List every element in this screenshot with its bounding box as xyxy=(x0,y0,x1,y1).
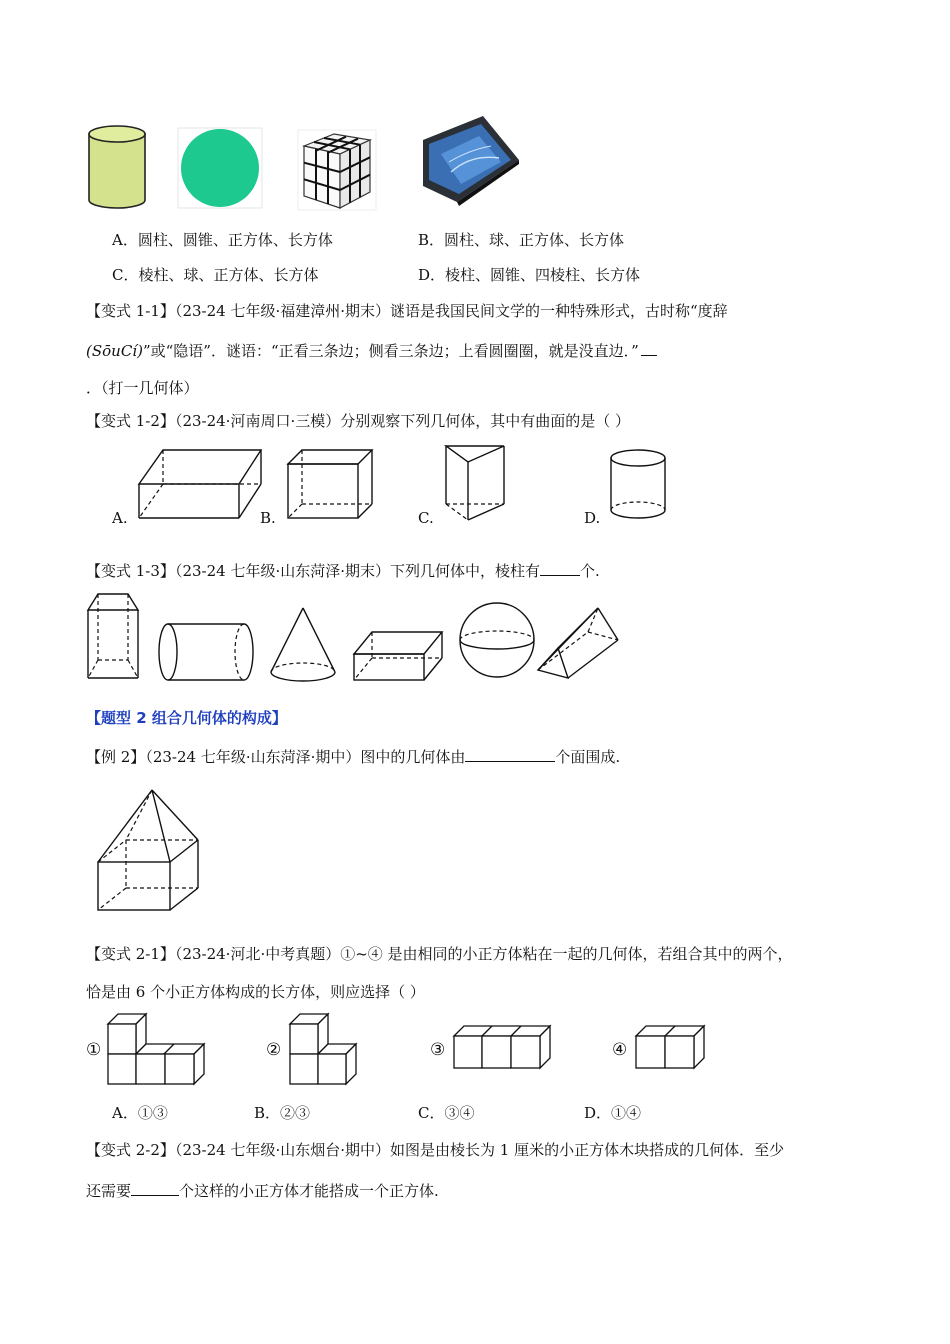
v11-line1 xyxy=(86,301,728,321)
v22-source: （23-24 七年级·山东烟台·期中） xyxy=(174,1141,390,1159)
cylinder-body xyxy=(89,134,145,208)
v21-option-b: B．②③ xyxy=(254,1104,311,1122)
ex2-answer-blank[interactable] xyxy=(465,746,555,762)
ex2-pyramid-cube-figure xyxy=(94,786,206,914)
ex2-line xyxy=(86,746,620,767)
q1-option-b: B．圆柱、球、正方体、长方体 xyxy=(418,231,625,249)
v12-cylinder-figure xyxy=(608,448,668,524)
v13-answer-blank[interactable] xyxy=(540,560,580,576)
rubik-cube-figure xyxy=(298,130,376,210)
sphere-circle-figure xyxy=(178,128,262,208)
tablet-figure xyxy=(421,114,521,206)
v22-answer-blank[interactable] xyxy=(131,1180,179,1196)
v12-tag: 【变式 1-2】 xyxy=(86,412,175,430)
v12-cube-figure xyxy=(284,448,376,522)
v12-line xyxy=(86,411,630,431)
v12-label-d: D. xyxy=(584,509,601,527)
v13-lying-cylinder-figure xyxy=(156,620,258,684)
v22-line2 xyxy=(86,1180,439,1201)
ex2-text-after: 个面围成. xyxy=(555,748,621,766)
v13-text-before: 下列几何体中，棱柱有 xyxy=(390,562,541,580)
section2-heading: 【题型 2 组合几何体的构成】 xyxy=(86,709,287,727)
v11-line2 xyxy=(86,340,657,361)
v13-triangular-prism-figure xyxy=(534,604,622,684)
q1-option-d: D．棱柱、圆锥、四棱柱、长方体 xyxy=(418,266,641,284)
v21-figure-4 xyxy=(634,1024,710,1072)
v22-tag: 【变式 2-2】 xyxy=(86,1141,175,1159)
v21-figure-label-4: ④ xyxy=(612,1040,628,1060)
v21-option-d: D．①④ xyxy=(584,1104,642,1122)
v21-line2: 恰是由 6 个小正方体构成的长方体，则应选择（ ） xyxy=(86,983,425,1001)
v21-figure-1 xyxy=(106,1012,208,1086)
v12-text: 分别观察下列几何体，其中有曲面的是（ ） xyxy=(340,412,630,430)
v12-source: （23-24·河南周口·三模） xyxy=(174,412,341,430)
v21-figure-label-3: ③ xyxy=(430,1040,446,1060)
v11-source: （23-24 七年级·福建漳州·期末） xyxy=(174,302,390,320)
v22-text1: 如图是由棱长为 1 厘米的小正方体木块搭成的几何体．至少 xyxy=(390,1141,785,1159)
v22-line1 xyxy=(86,1140,784,1160)
v21-tag: 【变式 2-1】 xyxy=(86,945,175,963)
v13-source: （23-24 七年级·山东菏泽·期末） xyxy=(174,562,390,580)
v21-figure-label-1: ① xyxy=(86,1040,102,1060)
v13-cone-figure xyxy=(266,604,340,686)
ex2-text-before: 图中的几何体由 xyxy=(360,748,466,766)
v13-line xyxy=(86,560,600,581)
q1-option-c: C．棱柱、球、正方体、长方体 xyxy=(112,266,319,284)
v13-frustum-prism-figure xyxy=(84,590,144,684)
v11-text1: 谜语是我国民间文学的一种特殊形式，古时称“度辞 xyxy=(390,302,728,320)
v12-cuboid-figure xyxy=(135,448,265,522)
v21-option-a: A．①③ xyxy=(112,1104,168,1122)
v12-label-a: A. xyxy=(112,509,128,527)
v12-prism-figure xyxy=(442,442,508,524)
v11-line3: ．（打一几何体） xyxy=(86,379,199,397)
ex2-source: （23-24 七年级·山东菏泽·期中） xyxy=(145,748,361,766)
v21-figure-3 xyxy=(452,1024,556,1072)
green-circle xyxy=(181,129,259,207)
v22-text-before: 还需要 xyxy=(86,1182,132,1200)
v22-text-after: 个这样的小正方体才能搭成一个正方体. xyxy=(179,1182,439,1200)
v12-label-b: B. xyxy=(260,509,276,527)
cylinder-top xyxy=(89,126,145,142)
v21-source: （23-24·河北·中考真题） xyxy=(174,945,341,963)
v21-line1 xyxy=(86,944,793,964)
v13-text-after: 个. xyxy=(580,562,600,580)
v11-answer-blank[interactable] xyxy=(641,340,657,356)
v11-math-term: (SōuCí) xyxy=(86,342,143,360)
v11-tag: 【变式 1-1】 xyxy=(86,302,175,320)
v13-flat-cuboid-figure xyxy=(350,628,446,684)
v21-text1: ①~④ 是由相同的小正方体粘在一起的几何体，若组合其中的两个， xyxy=(340,945,793,963)
v21-option-c: C．③④ xyxy=(418,1104,475,1122)
v21-figure-2 xyxy=(288,1012,360,1086)
v13-sphere-figure xyxy=(456,598,538,682)
q1-option-a: A．圆柱、圆锥、正方体、长方体 xyxy=(112,231,333,249)
v21-figure-label-2: ② xyxy=(266,1040,282,1060)
v11-text2: ”或“隐语”．谜语：“正看三条边；侧看三条边；上看圆圈圈，就是没直边．” xyxy=(142,342,639,360)
v13-tag: 【变式 1-3】 xyxy=(86,562,175,580)
v12-label-c: C. xyxy=(418,509,434,527)
ex2-tag: 【例 2】 xyxy=(86,748,146,766)
cylinder-figure xyxy=(86,124,148,212)
